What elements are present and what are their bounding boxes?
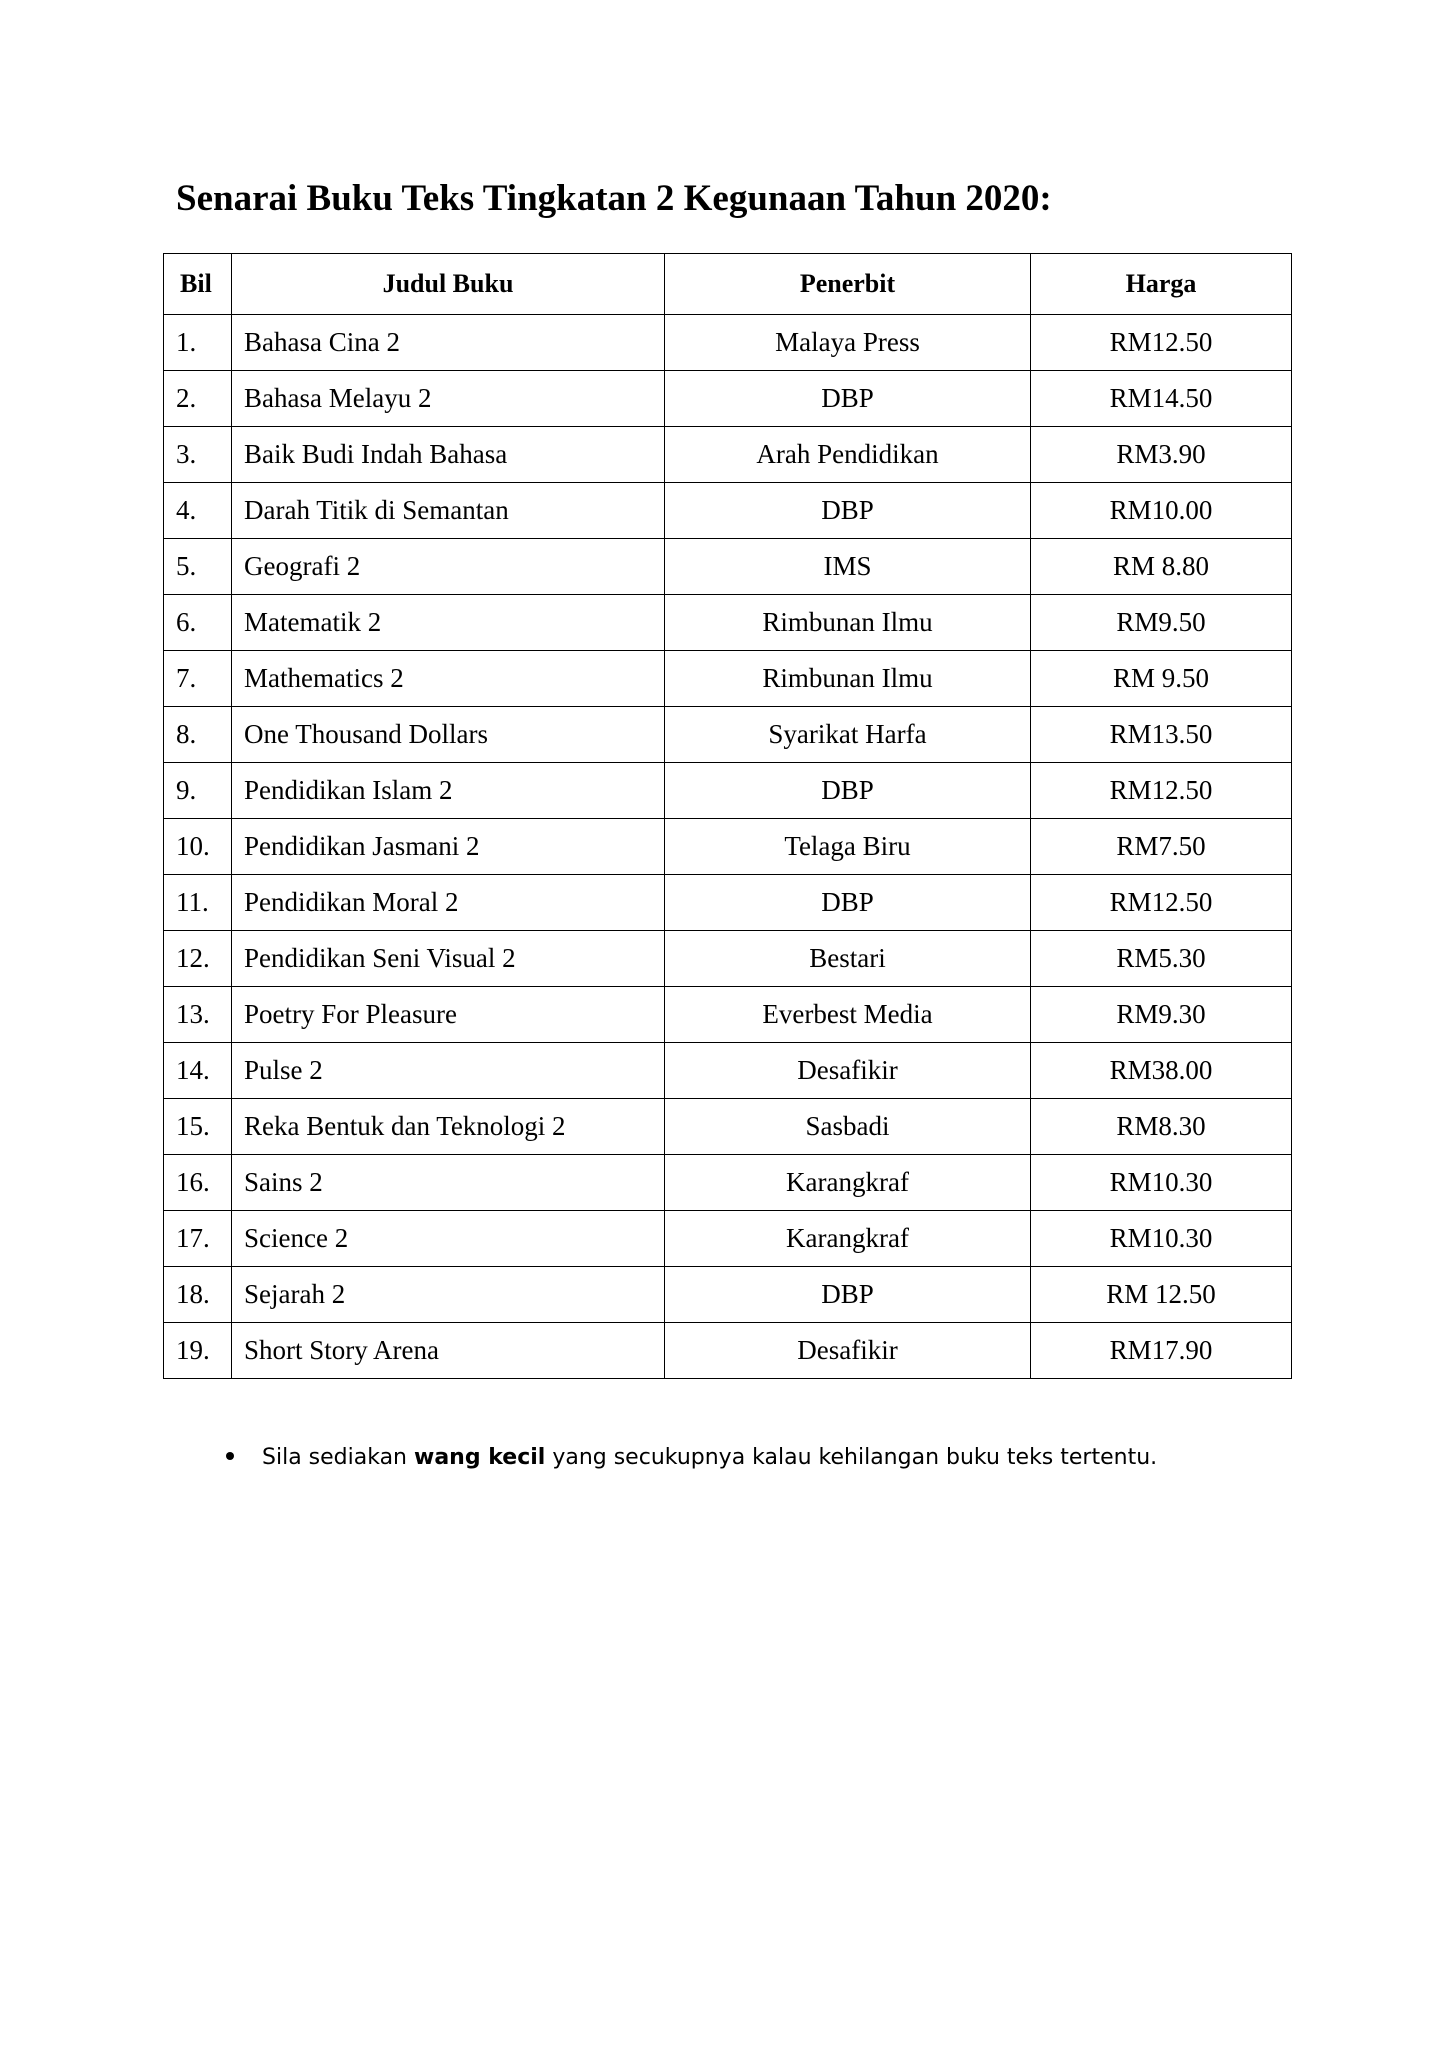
cell-title: Short Story Arena [232, 1323, 665, 1379]
cell-price: RM8.30 [1031, 1099, 1292, 1155]
table-row [164, 763, 1292, 819]
cell-publisher: Sasbadi [665, 1099, 1031, 1155]
cell-price: RM12.50 [1031, 763, 1292, 819]
cell-publisher: DBP [665, 763, 1031, 819]
cell-bil: 16. [164, 1155, 232, 1211]
table-body [164, 315, 1292, 1379]
textbook-table [163, 253, 1292, 1379]
cell-publisher: Desafikir [665, 1043, 1031, 1099]
cell-publisher: Bestari [665, 931, 1031, 987]
table-row [164, 1323, 1292, 1379]
cell-publisher: IMS [665, 539, 1031, 595]
cell-title: Pendidikan Moral 2 [232, 875, 665, 931]
table-row [164, 427, 1292, 483]
table-row [164, 931, 1292, 987]
note-text-after: yang secukupnya kalau kehilangan buku teks tertentu. [545, 1445, 1158, 1470]
cell-bil: 8. [164, 707, 232, 763]
table-row [164, 1043, 1292, 1099]
cell-bil: 4. [164, 483, 232, 539]
table-row [164, 315, 1292, 371]
cell-title: Bahasa Melayu 2 [232, 371, 665, 427]
cell-publisher: DBP [665, 483, 1031, 539]
cell-title: Pulse 2 [232, 1043, 665, 1099]
bullet-icon [226, 1452, 234, 1460]
cell-bil: 17. [164, 1211, 232, 1267]
cell-price: RM13.50 [1031, 707, 1292, 763]
table-row [164, 987, 1292, 1043]
cell-title: Darah Titik di Semantan [232, 483, 665, 539]
cell-price: RM10.00 [1031, 483, 1292, 539]
cell-title: Matematik 2 [232, 595, 665, 651]
cell-bil: 10. [164, 819, 232, 875]
cell-price: RM9.50 [1031, 595, 1292, 651]
cell-title: Bahasa Cina 2 [232, 315, 665, 371]
cell-publisher: Karangkraf [665, 1155, 1031, 1211]
table-row [164, 707, 1292, 763]
cell-title: Mathematics 2 [232, 651, 665, 707]
cell-publisher: DBP [665, 1267, 1031, 1323]
cell-publisher: Karangkraf [665, 1211, 1031, 1267]
cell-bil: 6. [164, 595, 232, 651]
cell-publisher: Malaya Press [665, 315, 1031, 371]
table-row [164, 483, 1292, 539]
cell-title: Sains 2 [232, 1155, 665, 1211]
cell-bil: 12. [164, 931, 232, 987]
header-title: Judul Buku [232, 254, 665, 315]
table-row [164, 1211, 1292, 1267]
header-bil: Bil [164, 254, 232, 315]
cell-publisher: Arah Pendidikan [665, 427, 1031, 483]
cell-bil: 14. [164, 1043, 232, 1099]
cell-bil: 18. [164, 1267, 232, 1323]
note-text-bold: wang kecil [414, 1445, 546, 1470]
table-row [164, 651, 1292, 707]
cell-price: RM7.50 [1031, 819, 1292, 875]
cell-price: RM9.30 [1031, 987, 1292, 1043]
table-row [164, 371, 1292, 427]
cell-publisher: Telaga Biru [665, 819, 1031, 875]
cell-bil: 1. [164, 315, 232, 371]
table-row [164, 539, 1292, 595]
cell-price: RM 9.50 [1031, 651, 1292, 707]
cell-price: RM14.50 [1031, 371, 1292, 427]
cell-publisher: Rimbunan Ilmu [665, 651, 1031, 707]
note-text-before: Sila sediakan [262, 1445, 414, 1470]
cell-price: RM38.00 [1031, 1043, 1292, 1099]
cell-price: RM10.30 [1031, 1155, 1292, 1211]
cell-bil: 13. [164, 987, 232, 1043]
cell-bil: 15. [164, 1099, 232, 1155]
cell-title: Poetry For Pleasure [232, 987, 665, 1043]
cell-title: Geografi 2 [232, 539, 665, 595]
cell-bil: 7. [164, 651, 232, 707]
table-row [164, 595, 1292, 651]
cell-bil: 3. [164, 427, 232, 483]
table-row [164, 1155, 1292, 1211]
cell-publisher: DBP [665, 371, 1031, 427]
cell-price: RM5.30 [1031, 931, 1292, 987]
cell-title: Pendidikan Jasmani 2 [232, 819, 665, 875]
cell-bil: 9. [164, 763, 232, 819]
table-row [164, 1099, 1292, 1155]
cell-publisher: Syarikat Harfa [665, 707, 1031, 763]
header-price: Harga [1031, 254, 1292, 315]
cell-title: Pendidikan Seni Visual 2 [232, 931, 665, 987]
table-row [164, 1267, 1292, 1323]
cell-publisher: DBP [665, 875, 1031, 931]
cell-bil: 19. [164, 1323, 232, 1379]
cell-title: Science 2 [232, 1211, 665, 1267]
cell-price: RM17.90 [1031, 1323, 1292, 1379]
cell-price: RM 8.80 [1031, 539, 1292, 595]
cell-publisher: Desafikir [665, 1323, 1031, 1379]
page-title: Senarai Buku Teks Tingkatan 2 Kegunaan Tahun 2020: [176, 178, 1052, 219]
cell-title: Sejarah 2 [232, 1267, 665, 1323]
cell-bil: 5. [164, 539, 232, 595]
cell-title: Pendidikan Islam 2 [232, 763, 665, 819]
note-item [226, 1442, 1157, 1474]
header-publisher: Penerbit [665, 254, 1031, 315]
cell-price: RM10.30 [1031, 1211, 1292, 1267]
cell-bil: 11. [164, 875, 232, 931]
cell-title: One Thousand Dollars [232, 707, 665, 763]
cell-price: RM3.90 [1031, 427, 1292, 483]
cell-title: Baik Budi Indah Bahasa [232, 427, 665, 483]
table-row [164, 819, 1292, 875]
cell-price: RM12.50 [1031, 875, 1292, 931]
cell-title: Reka Bentuk dan Teknologi 2 [232, 1099, 665, 1155]
note-list [226, 1442, 1157, 1474]
cell-publisher: Rimbunan Ilmu [665, 595, 1031, 651]
table-row [164, 875, 1292, 931]
cell-price: RM12.50 [1031, 315, 1292, 371]
table-header-row [164, 254, 1292, 315]
cell-price: RM 12.50 [1031, 1267, 1292, 1323]
cell-publisher: Everbest Media [665, 987, 1031, 1043]
cell-bil: 2. [164, 371, 232, 427]
